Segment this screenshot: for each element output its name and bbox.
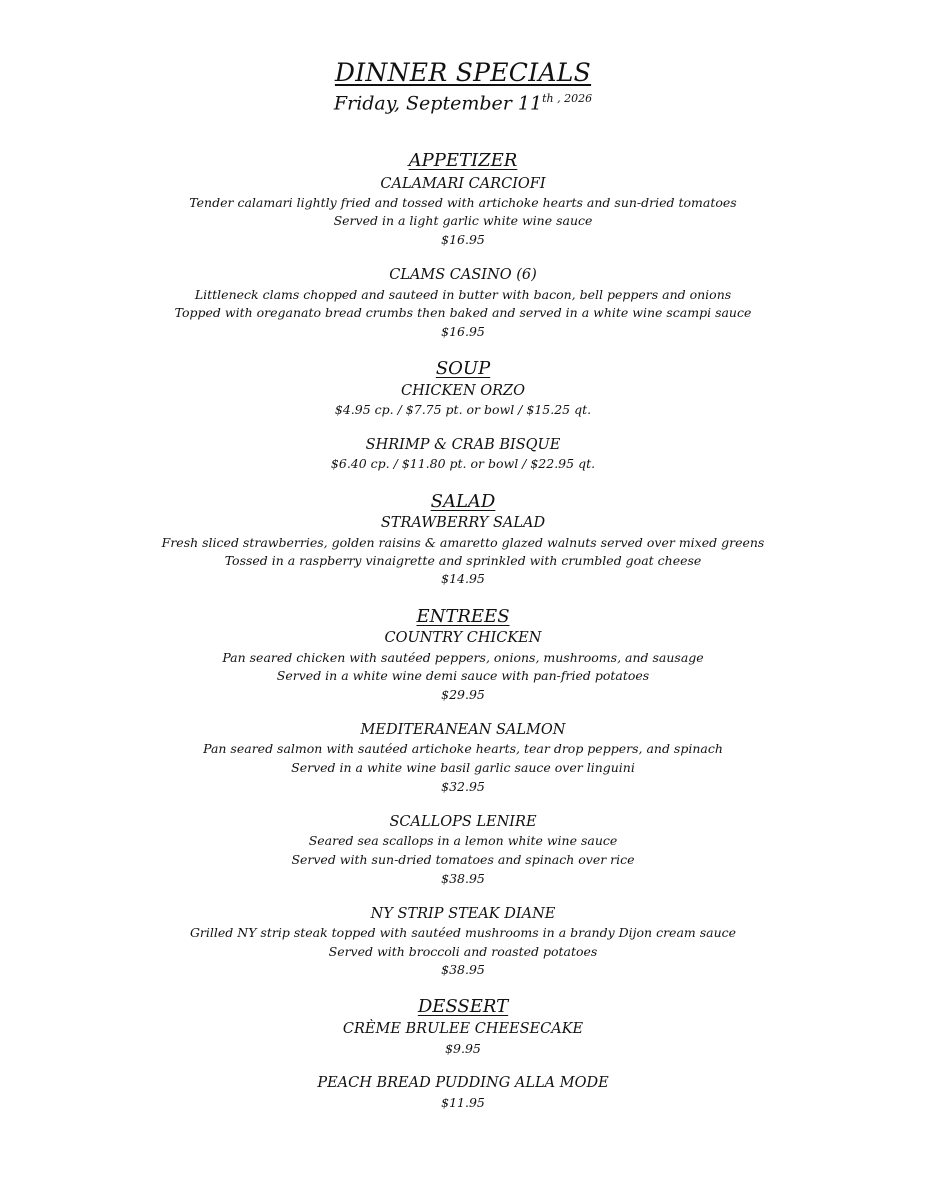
item-description: Served with sun-dried tomatoes and spinach over rice — [291, 852, 635, 867]
item-description: Tossed in a raspberry vinaigrette and sprinkled with crumbled goat cheese — [224, 553, 702, 568]
item-price: $38.95 — [441, 962, 485, 977]
item-description: Served in a white wine demi sauce with pan-fried potatoes — [276, 668, 650, 683]
item-description: Fresh sliced strawberries, golden raisins & amaretto glazed walnuts served over mixed greens — [161, 535, 765, 550]
item-price: $4.95 cp. / $7.75 pt. or bowl / $15.25 qt. — [334, 402, 592, 417]
item-name: SCALLOPS LENIRE — [389, 814, 537, 830]
item-name: STRAWBERRY SALAD — [380, 515, 546, 531]
item-price: $6.40 cp. / $11.80 pt. or bowl / $22.95 qt. — [330, 456, 596, 471]
item-name: CRÈME BRULEE CHEESECAKE — [342, 1021, 584, 1037]
item-price: $16.95 — [441, 232, 485, 247]
item-name: NY STRIP STEAK DIANE — [370, 906, 556, 922]
item-description: Seared sea scallops in a lemon white wine sauce — [308, 833, 618, 848]
item-price: $38.95 — [441, 871, 485, 886]
item-description: Served with broccoli and roasted potatoes — [328, 944, 598, 959]
section-heading-salad: SALAD — [430, 491, 496, 512]
item-price: $9.95 — [445, 1041, 481, 1056]
section-heading-entrees: ENTREES — [416, 606, 510, 627]
menu-title: DINNER SPECIALS — [334, 58, 592, 87]
section-heading-soup: SOUP — [435, 358, 491, 379]
item-description: Served in a light garlic white wine sauce — [333, 213, 593, 228]
item-description: Grilled NY strip steak topped with sautéed mushrooms in a brandy Dijon cream sauce — [189, 925, 737, 940]
item-price: $16.95 — [441, 324, 485, 339]
item-price: $32.95 — [441, 779, 485, 794]
item-name: CHICKEN ORZO — [400, 383, 526, 399]
item-description: Littleneck clams chopped and sauteed in butter with bacon, bell peppers and onions — [194, 287, 732, 302]
date-suffix: th , 2026 — [542, 92, 593, 105]
item-description: Pan seared chicken with sautéed peppers, onions, mushrooms, and sausage — [222, 650, 704, 665]
item-name: CLAMS CASINO (6) — [389, 267, 537, 283]
item-name: COUNTRY CHICKEN — [384, 630, 542, 646]
date-main: Friday, September 11 — [333, 92, 543, 115]
item-description: Served in a white wine basil garlic sauce over linguini — [291, 760, 635, 775]
item-price: $11.95 — [441, 1095, 485, 1110]
item-name: SHRIMP & CRAB BISQUE — [365, 437, 561, 453]
item-price: $14.95 — [441, 571, 485, 586]
item-price: $29.95 — [441, 687, 485, 702]
menu-date — [0, 92, 926, 114]
item-name: CALAMARI CARCIOFI — [380, 176, 546, 192]
item-description: Tender calamari lightly fried and tossed with artichoke hearts and sun-dried tomatoes — [189, 195, 737, 210]
item-description: Topped with oreganato bread crumbs then baked and served in a white wine scampi sauce — [174, 305, 752, 320]
section-heading-dessert: DESSERT — [417, 996, 509, 1017]
item-name: MEDITERANEAN SALMON — [360, 722, 566, 738]
item-name: PEACH BREAD PUDDING ALLA MODE — [317, 1075, 609, 1091]
item-description: Pan seared salmon with sautéed artichoke hearts, tear drop peppers, and spinach — [203, 741, 723, 756]
section-heading-appetizer: APPETIZER — [408, 150, 518, 171]
